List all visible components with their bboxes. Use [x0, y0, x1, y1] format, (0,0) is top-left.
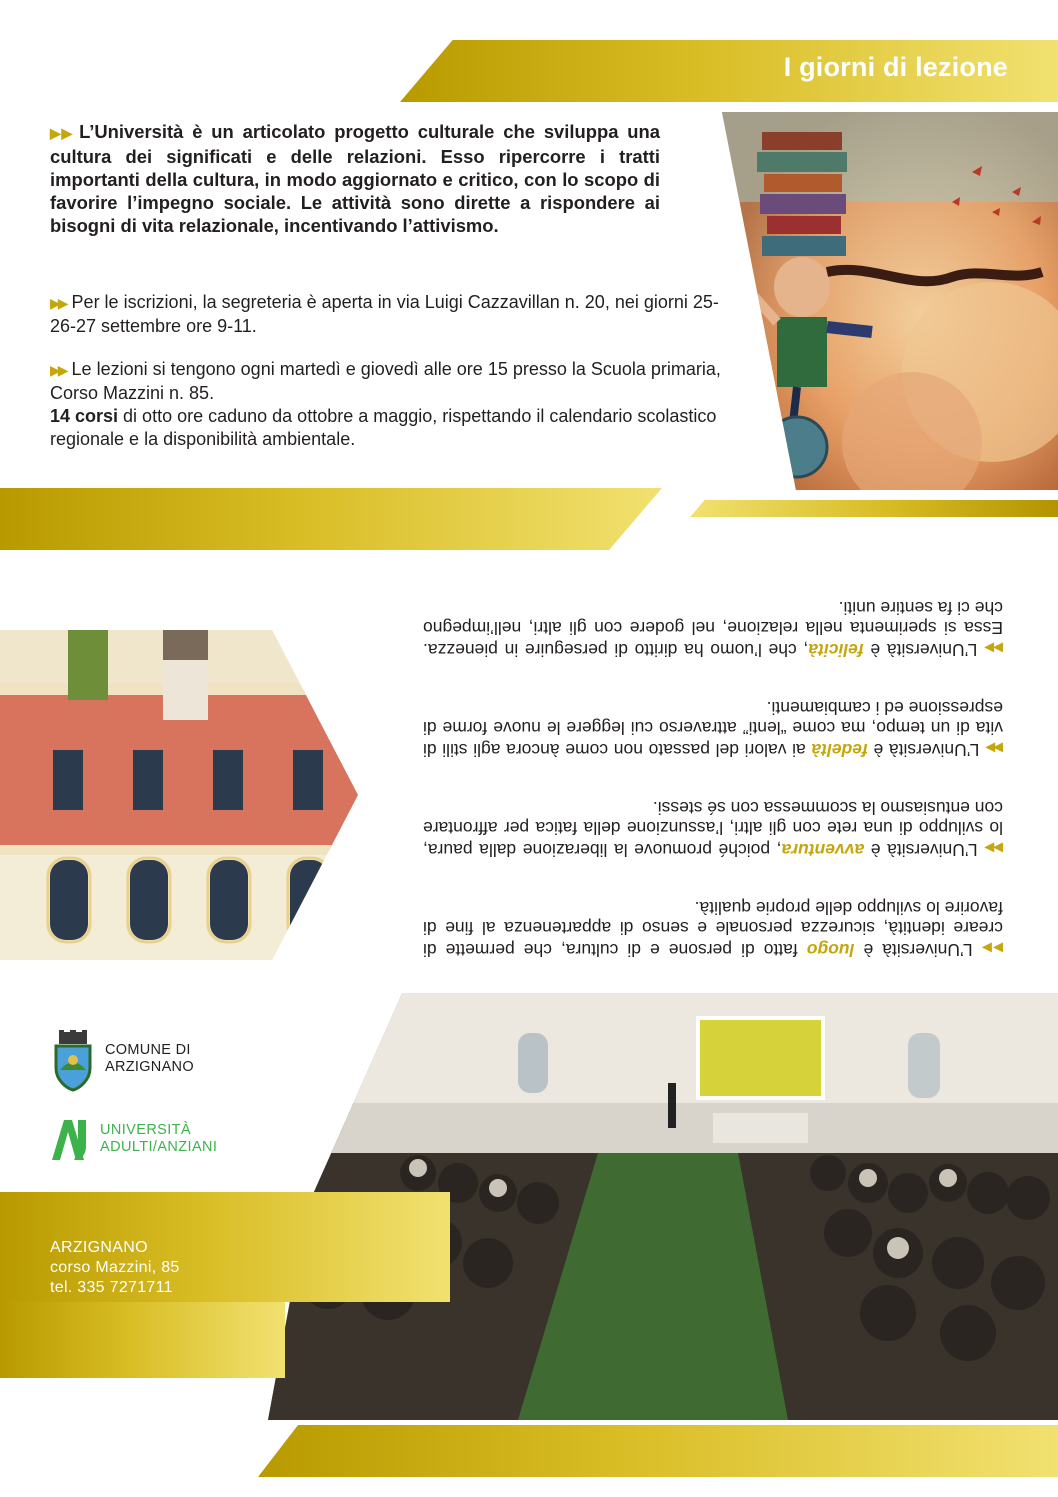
value-prefix: L’Università è	[863, 640, 978, 660]
value-felicita	[423, 598, 1003, 660]
value-text: fatto di persone e di cultura, che permette di creare identità, sicurezza personale e senso di appartenenza al fine di favorire lo sviluppo delle proprie qualità.	[423, 898, 1003, 960]
university-name	[100, 1122, 217, 1156]
coat-of-arms-icon	[50, 1030, 96, 1092]
value-text: , che l’uomo ha diritto di perseguire in pienezza. Essa si sperimenta nella relazione, nel godere con gli altri, nell’impegno che ci fa sentire uniti.	[423, 598, 1003, 660]
inverted-section	[0, 560, 1058, 960]
divider-strip	[690, 500, 1058, 517]
value-prefix: L’Università è	[864, 840, 978, 860]
double-chevron-icon: ▶▶	[987, 741, 1003, 756]
double-chevron-icon: ▶▶	[50, 362, 66, 378]
ua-logo-icon	[48, 1116, 96, 1162]
double-chevron-icon: ▶▶	[985, 841, 1003, 856]
comune-name	[105, 1042, 194, 1076]
value-text: ai valori del passato non come àncora agli stili di vita di un tempo, ma come “lenti” attraverso cui leggere le nuove forme di espressione ed i cambiamenti.	[422, 698, 1003, 760]
value-avventura	[423, 798, 1003, 860]
contact-phone[interactable]: tel. 335 7271711	[50, 1279, 173, 1296]
page-title: I giorni di lezione	[783, 52, 1008, 82]
intro-text-1: L’Università è un articolato progetto culturale che sviluppa una cultura dei significati e delle relazioni. Esso ripercorre i tratti importanti della cultura, in modo aggiornato e critico, con lo scopo di favorire l’impegno sociale. Le attività sono dirette a rispondere ai bisogni di vita relazionale, incentivando l’attivismo.	[50, 121, 660, 236]
double-chevron-icon: ▶▶	[50, 125, 74, 141]
contact-band-lower	[0, 1302, 285, 1378]
courses-count: 14 corsi	[50, 406, 119, 426]
painting-art	[722, 112, 1058, 490]
double-chevron-icon: ▶▶	[985, 641, 1003, 656]
value-keyword: fedeltà	[811, 740, 868, 760]
value-prefix: L’Università è	[854, 940, 973, 960]
intro-paragraph-1	[50, 120, 660, 237]
value-keyword: luogo	[806, 940, 855, 960]
value-fedelta	[423, 698, 1003, 760]
contact-street: corso Mazzini, 85	[50, 1259, 180, 1276]
contact-address	[50, 1238, 180, 1298]
university-line-1: UNIVERSITÀ	[100, 1122, 192, 1138]
building-photo	[0, 630, 358, 960]
intro-text-3: Le lezioni si tengono ogni martedì e giovedì alle ore 15 presso la Scuola primaria, Corso Mazzini n. 85.	[50, 359, 721, 403]
comune-line-2: ARZIGNANO	[105, 1059, 194, 1075]
value-keyword: avventura	[781, 840, 865, 860]
comune-logo	[50, 1030, 96, 1097]
building-facade	[0, 630, 358, 960]
double-chevron-icon: ▶▶	[50, 295, 66, 311]
painting-illustration	[722, 112, 1058, 490]
intro-paragraph-3	[50, 358, 722, 451]
value-luogo	[423, 898, 1003, 960]
intro-paragraph-2	[50, 291, 722, 338]
value-keyword: felicità	[808, 640, 864, 660]
comune-line-1: COMUNE DI	[105, 1042, 191, 1058]
value-text: , poiché promuove la liberazione dalla paura, lo sviluppo di una rete con gli altri, l’assunzione della fatica per affrontare con entusiasmo la scommessa con sé stessi.	[423, 798, 1003, 860]
double-chevron-icon: ▶▶	[980, 941, 1003, 956]
courses-text: di otto ore caduno da ottobre a maggio, rispettando il calendario scolastico regionale e la disponibilità ambientale.	[50, 406, 717, 449]
intro-text-2: Per le iscrizioni, la segreteria è aperta in via Luigi Cazzavillan n. 20, nei giorni 25-26-27 settembre ore 9-11.	[50, 292, 719, 336]
divider-band	[0, 488, 662, 550]
university-logo	[48, 1116, 96, 1167]
value-prefix: L’Università è	[867, 740, 980, 760]
university-line-2: ADULTI/ANZIANI	[100, 1139, 218, 1155]
contact-city: ARZIGNANO	[50, 1239, 148, 1256]
footer-band	[258, 1425, 1058, 1477]
